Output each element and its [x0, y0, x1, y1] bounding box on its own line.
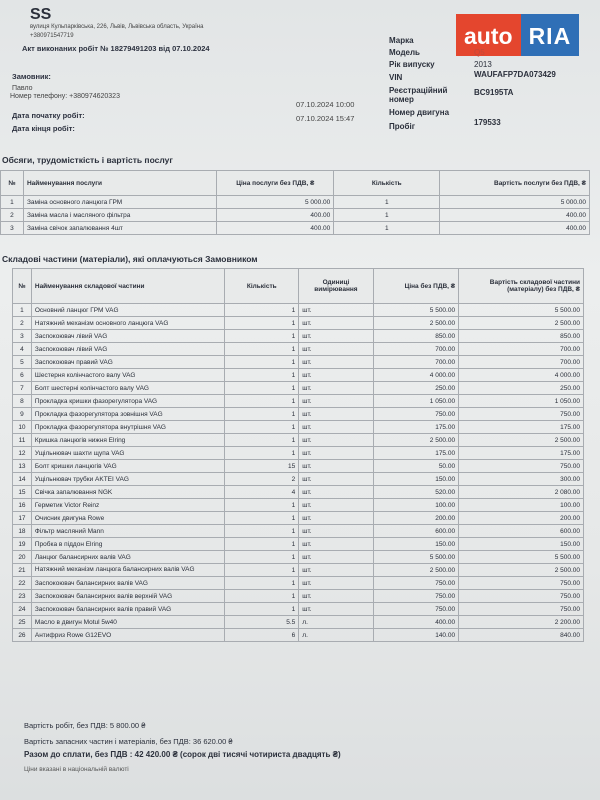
- parts-row: [13, 629, 584, 642]
- part-price: 700.00: [373, 356, 458, 369]
- part-qty: 1: [225, 421, 299, 434]
- parts-row: [13, 551, 584, 564]
- part-qty: 1: [225, 356, 299, 369]
- parts-row: [13, 395, 584, 408]
- parts-header-total: Вартість складової частини (матеріалу) без ПДВ, ₴: [459, 269, 584, 304]
- part-total: 2 200.00: [459, 616, 584, 629]
- part-price: 850.00: [373, 330, 458, 343]
- parts-row: [13, 564, 584, 577]
- part-name: Очисник двигуна Rowe: [31, 512, 224, 525]
- logo-auto-text: auto: [456, 14, 521, 56]
- part-unit: шт.: [299, 577, 373, 590]
- part-qty: 1: [225, 447, 299, 460]
- part-name: Болт шестерні колінчастого валу VAG: [31, 382, 224, 395]
- part-no: 24: [13, 603, 32, 616]
- part-name: Ланцюг балансирних валів VAG: [31, 551, 224, 564]
- parts-row: [13, 473, 584, 486]
- part-price: 175.00: [373, 421, 458, 434]
- service-no: 3: [1, 222, 24, 235]
- part-qty: 1: [225, 304, 299, 317]
- parts-total: Вартість запасних частин і матеріалів, без ПДВ: 36 620.00 ₴: [24, 737, 233, 746]
- services-header-name: Найменування послуги: [23, 171, 216, 196]
- part-no: 19: [13, 538, 32, 551]
- part-unit: шт.: [299, 525, 373, 538]
- part-name: Герметик Victor Reinz: [31, 499, 224, 512]
- part-total: 600.00: [459, 525, 584, 538]
- part-no: 18: [13, 525, 32, 538]
- part-price: 2 500.00: [373, 564, 458, 577]
- start-date-value: 07.10.2024 10:00: [296, 100, 355, 109]
- part-no: 4: [13, 343, 32, 356]
- part-name: Прокладка фазорегулятора внутрішня VAG: [31, 421, 224, 434]
- service-qty: 1: [334, 196, 440, 209]
- part-unit: л.: [299, 616, 373, 629]
- part-unit: шт.: [299, 473, 373, 486]
- part-name: Заспокоювач лівий VAG: [31, 330, 224, 343]
- parts-row: [13, 460, 584, 473]
- parts-header-no: №: [13, 269, 32, 304]
- part-qty: 1: [225, 499, 299, 512]
- part-unit: шт.: [299, 421, 373, 434]
- part-qty: 1: [225, 382, 299, 395]
- part-unit: шт.: [299, 395, 373, 408]
- part-qty: 2: [225, 473, 299, 486]
- parts-row: [13, 434, 584, 447]
- part-price: 4 000.00: [373, 369, 458, 382]
- part-qty: 4: [225, 486, 299, 499]
- part-unit: шт.: [299, 447, 373, 460]
- part-total: 300.00: [459, 473, 584, 486]
- part-total: 840.00: [459, 629, 584, 642]
- part-unit: шт.: [299, 356, 373, 369]
- part-qty: 1: [225, 564, 299, 577]
- services-title: Обсяги, трудомісткість і вартість послуг: [2, 155, 173, 165]
- part-total: 5 500.00: [459, 304, 584, 317]
- parts-row: [13, 330, 584, 343]
- services-header-qty: Кількість: [334, 171, 440, 196]
- part-name: Натяжний механізм основного ланцюга VAG: [31, 317, 224, 330]
- part-unit: шт.: [299, 551, 373, 564]
- part-no: 20: [13, 551, 32, 564]
- part-qty: 1: [225, 317, 299, 330]
- part-name: Ущільнювач шахти щупа VAG: [31, 447, 224, 460]
- customer-label: Замовник:: [12, 72, 51, 81]
- service-qty: 1: [334, 222, 440, 235]
- end-date-value: 07.10.2024 15:47: [296, 114, 355, 123]
- part-name: Антифриз Rowe G12EVO: [31, 629, 224, 642]
- service-qty: 1: [334, 209, 440, 222]
- part-total: 2 500.00: [459, 564, 584, 577]
- part-price: 2 500.00: [373, 317, 458, 330]
- parts-row: [13, 590, 584, 603]
- part-price: 200.00: [373, 512, 458, 525]
- service-total: 5 000.00: [440, 196, 590, 209]
- part-no: 6: [13, 369, 32, 382]
- part-total: 750.00: [459, 577, 584, 590]
- part-qty: 1: [225, 395, 299, 408]
- part-price: 400.00: [373, 616, 458, 629]
- part-price: 750.00: [373, 603, 458, 616]
- parts-header-unit: Одиниці вимірювання: [299, 269, 373, 304]
- part-unit: шт.: [299, 434, 373, 447]
- part-total: 1 050.00: [459, 395, 584, 408]
- part-name: Натяжний механізм ланцюга балансирних валів VAG: [31, 564, 224, 577]
- service-price: 5 000.00: [217, 196, 334, 209]
- parts-row: [13, 369, 584, 382]
- part-qty: 1: [225, 590, 299, 603]
- service-total: 400.00: [440, 209, 590, 222]
- part-total: 4 000.00: [459, 369, 584, 382]
- part-price: 2 500.00: [373, 434, 458, 447]
- part-name: Заспокоювач балансирних валів правий VAG: [31, 603, 224, 616]
- part-total: 850.00: [459, 330, 584, 343]
- part-name: Фільтр масляний Mann: [31, 525, 224, 538]
- part-price: 150.00: [373, 473, 458, 486]
- part-total: 750.00: [459, 408, 584, 421]
- part-unit: шт.: [299, 460, 373, 473]
- customer-name: Павло: [12, 85, 33, 92]
- part-price: 150.00: [373, 538, 458, 551]
- part-unit: шт.: [299, 343, 373, 356]
- part-qty: 1: [225, 369, 299, 382]
- grand-total: Разом до сплати, без ПДВ : 42 420.00 ₴ (сорок дві тисячі чотириста двадцять ₴): [24, 750, 341, 759]
- parts-header-name: Найменування складової частини: [31, 269, 224, 304]
- part-unit: шт.: [299, 486, 373, 499]
- part-no: 2: [13, 317, 32, 330]
- part-name: Заспокоювач правий VAG: [31, 356, 224, 369]
- part-unit: шт.: [299, 538, 373, 551]
- part-price: 750.00: [373, 577, 458, 590]
- parts-row: [13, 499, 584, 512]
- services-header-row: [1, 171, 590, 196]
- logo-ria-text: RIA: [521, 14, 580, 56]
- parts-row: [13, 616, 584, 629]
- end-date-label: Дата кінця робіт:: [12, 124, 75, 133]
- part-no: 21: [13, 564, 32, 577]
- part-qty: 1: [225, 434, 299, 447]
- service-no: 2: [1, 209, 24, 222]
- vehicle-mileage-value: 179533: [474, 118, 501, 127]
- company-address: вулиця Кульпарківська, 226, Львів, Львівська область, Україна: [30, 24, 204, 30]
- parts-row: [13, 356, 584, 369]
- part-no: 8: [13, 395, 32, 408]
- vehicle-year-label: Рік випуску: [389, 60, 435, 69]
- part-qty: 1: [225, 512, 299, 525]
- part-qty: 15: [225, 460, 299, 473]
- part-total: 200.00: [459, 512, 584, 525]
- vehicle-vin-value: WAUFAFP7DA073429: [474, 70, 556, 79]
- part-total: 750.00: [459, 590, 584, 603]
- parts-row: [13, 538, 584, 551]
- part-name: Болт кришки ланцюгів VAG: [31, 460, 224, 473]
- act-title: Акт виконаних робіт № 18279491203 від 07.10.2024: [22, 44, 210, 53]
- vehicle-brand-label: Марка: [389, 36, 414, 45]
- part-name: Заспокоювач балансирних валів VAG: [31, 577, 224, 590]
- parts-row: [13, 447, 584, 460]
- part-qty: 1: [225, 577, 299, 590]
- part-qty: 1: [225, 330, 299, 343]
- part-no: 1: [13, 304, 32, 317]
- parts-row: [13, 512, 584, 525]
- part-total: 175.00: [459, 421, 584, 434]
- part-price: 520.00: [373, 486, 458, 499]
- part-unit: шт.: [299, 382, 373, 395]
- customer-phone: Номер телефону: +380974620323: [10, 93, 120, 100]
- part-price: 750.00: [373, 590, 458, 603]
- part-name: Прокладка фазорегулятора зовнішня VAG: [31, 408, 224, 421]
- parts-table: [12, 268, 584, 642]
- start-date-label: Дата початку робіт:: [12, 111, 85, 120]
- services-table: [0, 170, 590, 235]
- services-header-no: №: [1, 171, 24, 196]
- part-total: 2 500.00: [459, 317, 584, 330]
- parts-header-price: Ціна без ПДВ, ₴: [373, 269, 458, 304]
- vehicle-engine-label: Номер двигуна: [389, 108, 450, 117]
- vehicle-mileage-label: Пробіг: [389, 122, 416, 131]
- parts-header-row: [13, 269, 584, 304]
- vehicle-vin-label: VIN: [389, 73, 403, 82]
- vehicle-model-label: Модель: [389, 48, 420, 57]
- vehicle-reg-label: Реєстраційний номер: [389, 86, 448, 104]
- part-name: Заспокоювач лівий VAG: [31, 343, 224, 356]
- part-price: 700.00: [373, 343, 458, 356]
- part-total: 750.00: [459, 603, 584, 616]
- parts-row: [13, 421, 584, 434]
- part-no: 23: [13, 590, 32, 603]
- part-no: 17: [13, 512, 32, 525]
- part-unit: шт.: [299, 369, 373, 382]
- parts-row: [13, 382, 584, 395]
- part-name: Пробка в піддон Elring: [31, 538, 224, 551]
- part-total: 150.00: [459, 538, 584, 551]
- service-no: 1: [1, 196, 24, 209]
- part-total: 175.00: [459, 447, 584, 460]
- services-row: [1, 209, 590, 222]
- part-price: 5 500.00: [373, 304, 458, 317]
- parts-header-qty: Кількість: [225, 269, 299, 304]
- part-no: 15: [13, 486, 32, 499]
- part-total: 700.00: [459, 356, 584, 369]
- part-price: 250.00: [373, 382, 458, 395]
- service-name: Заміна свічок запалювання 4шт: [23, 222, 216, 235]
- part-no: 16: [13, 499, 32, 512]
- part-qty: 1: [225, 343, 299, 356]
- part-no: 5: [13, 356, 32, 369]
- part-unit: л.: [299, 629, 373, 642]
- works-total: Вартість робіт, без ПДВ: 5 800.00 ₴: [24, 721, 146, 730]
- vehicle-reg-value: BC9195TA: [474, 88, 514, 97]
- part-no: 7: [13, 382, 32, 395]
- part-price: 1 050.00: [373, 395, 458, 408]
- part-qty: 1: [225, 551, 299, 564]
- part-no: 12: [13, 447, 32, 460]
- part-unit: шт.: [299, 564, 373, 577]
- part-name: Свічка запалювання NGK: [31, 486, 224, 499]
- part-total: 700.00: [459, 343, 584, 356]
- part-no: 25: [13, 616, 32, 629]
- part-qty: 1: [225, 408, 299, 421]
- part-price: 175.00: [373, 447, 458, 460]
- vehicle-model-value: Q5: [474, 48, 485, 57]
- part-unit: шт.: [299, 317, 373, 330]
- currency-note: Ціни вказані в національній валюті: [24, 766, 129, 773]
- parts-title: Складові частини (матеріали), які оплачуються Замовником: [2, 254, 258, 264]
- part-name: Прокладка кришки фазорегулятора VAG: [31, 395, 224, 408]
- part-unit: шт.: [299, 590, 373, 603]
- service-name: Заміна масла і масляного фільтра: [23, 209, 216, 222]
- part-unit: шт.: [299, 304, 373, 317]
- part-total: 2 500.00: [459, 434, 584, 447]
- parts-row: [13, 486, 584, 499]
- services-header-total: Вартість послуги без ПДВ, ₴: [440, 171, 590, 196]
- part-price: 750.00: [373, 408, 458, 421]
- part-no: 9: [13, 408, 32, 421]
- part-name: Шестерня колінчастого валу VAG: [31, 369, 224, 382]
- part-name: Кришка ланцюгів нижня Elring: [31, 434, 224, 447]
- part-price: 140.00: [373, 629, 458, 642]
- part-name: Масло в двигун Motul 5w40: [31, 616, 224, 629]
- part-total: 5 500.00: [459, 551, 584, 564]
- service-price: 400.00: [217, 209, 334, 222]
- services-row: [1, 196, 590, 209]
- part-name: Заспокоювач балансирних валів верхній VAG: [31, 590, 224, 603]
- parts-row: [13, 577, 584, 590]
- services-row: [1, 222, 590, 235]
- part-no: 11: [13, 434, 32, 447]
- part-no: 10: [13, 421, 32, 434]
- part-qty: 5.5: [225, 616, 299, 629]
- part-qty: 6: [225, 629, 299, 642]
- part-no: 26: [13, 629, 32, 642]
- part-qty: 1: [225, 603, 299, 616]
- part-no: 13: [13, 460, 32, 473]
- services-header-price: Ціна послуги без ПДВ, ₴: [217, 171, 334, 196]
- company-name: SS: [30, 6, 52, 23]
- parts-row: [13, 408, 584, 421]
- part-price: 100.00: [373, 499, 458, 512]
- part-price: 50.00: [373, 460, 458, 473]
- parts-row: [13, 317, 584, 330]
- part-total: 250.00: [459, 382, 584, 395]
- parts-row: [13, 525, 584, 538]
- part-qty: 1: [225, 525, 299, 538]
- part-price: 5 500.00: [373, 551, 458, 564]
- part-total: 750.00: [459, 460, 584, 473]
- part-total: 2 080.00: [459, 486, 584, 499]
- parts-row: [13, 304, 584, 317]
- part-no: 3: [13, 330, 32, 343]
- part-no: 22: [13, 577, 32, 590]
- part-price: 600.00: [373, 525, 458, 538]
- part-unit: шт.: [299, 603, 373, 616]
- part-no: 14: [13, 473, 32, 486]
- part-unit: шт.: [299, 512, 373, 525]
- part-name: Ущільнювач трубки AKTEI VAG: [31, 473, 224, 486]
- part-total: 100.00: [459, 499, 584, 512]
- company-phone: +380971547719: [30, 33, 74, 39]
- parts-row: [13, 603, 584, 616]
- part-unit: шт.: [299, 330, 373, 343]
- service-price: 400.00: [217, 222, 334, 235]
- service-name: Заміна основного ланцюга ГРМ: [23, 196, 216, 209]
- part-unit: шт.: [299, 499, 373, 512]
- part-unit: шт.: [299, 408, 373, 421]
- parts-row: [13, 343, 584, 356]
- part-name: Основний ланцюг ГРМ VAG: [31, 304, 224, 317]
- vehicle-year-value: 2013: [474, 60, 492, 69]
- service-total: 400.00: [440, 222, 590, 235]
- part-qty: 1: [225, 538, 299, 551]
